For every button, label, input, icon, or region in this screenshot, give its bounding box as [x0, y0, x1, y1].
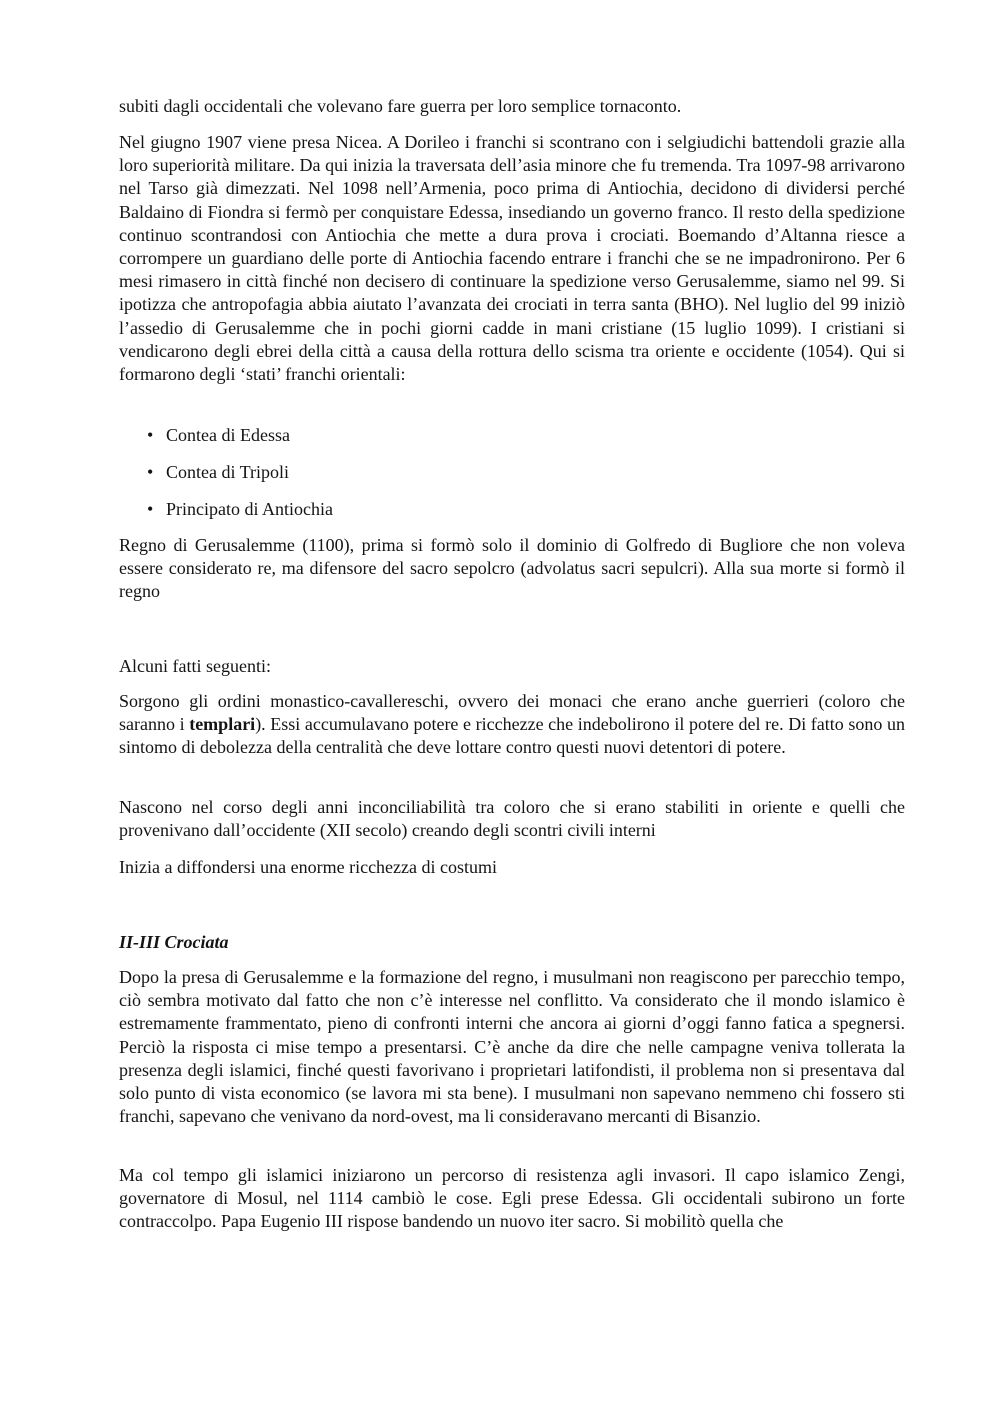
paragraph-muslim-reaction: Dopo la presa di Gerusalemme e la formazione del regno, i musulmani non reagiscono per parecchio tempo, ciò sembra motivato dal fatto che non c’è interesse nel conflitto. Va considerato che il mondo islamico è estremamente frammentato, pieno di confronti interni che ancora ai giorni d’oggi fanno fatica a spegnersi. Perciò la risposta ci mise tempo a presentarsi. C’è anche da dire che nelle campagne veniva tollerata la presenza degli islamici, finché questi favorivano i proprietari latifondisti, il problema non si presentava dal solo punto di vista economico (se lavora mi sta bene). I musulmani non sapevano nemmeno chi fossero sti franchi, sapevano che venivano da nord-ovest, ma li consideravano mercanti di Bisanzio.	[119, 967, 905, 1127]
text-span: ). Essi accumulavano potere e ricchezze che indebolirono il potere del re. Di fatto sono un sintomo di debolezza della centralità che deve lottare contro questi nuovi detentori di potere.	[119, 714, 906, 758]
list-item-text: Contea di Tripoli	[166, 462, 290, 482]
bullet-icon: •	[147, 462, 154, 482]
list-item	[119, 498, 905, 535]
bullet-icon: •	[147, 425, 154, 445]
list-item-text: Principato di Antiochia	[166, 499, 333, 519]
paragraph-kingdom-jerusalem: Regno di Gerusalemme (1100), prima si formò solo il dominio di Golfredo di Bugliore che non voleva essere considerato re, ma difensore del sacro sepolcro (advolatus sacri sepulcri). Alla sua morte si formò il regno	[119, 535, 905, 602]
paragraph-military-orders	[119, 690, 905, 760]
list-item	[119, 461, 905, 498]
bullet-icon: •	[147, 499, 154, 519]
franchi-states-list	[119, 424, 905, 535]
list-item	[119, 424, 905, 461]
paragraph-customs: Inizia a diffondersi una enorme ricchezza di costumi	[119, 857, 498, 877]
paragraph-continuation: subiti dagli occidentali che volevano fare guerra per loro semplice tornaconto.	[119, 96, 682, 116]
templari-bold-text: templari	[189, 714, 256, 735]
section-heading: II-III Crociata	[119, 932, 229, 952]
paragraph-first-crusade: Nel giugno 1907 viene presa Nicea. A Dorileo i franchi si scontrano con i selgiudichi battendoli grazie alla loro superiorità militare. Da qui inizia la traversata dell’asia minore che fu tremenda. Tra 1097-98 arrivarono nel Tarso già dimezzati. Nel 1098 nell’Armenia, poco prima di Antiochia, decidono di dividersi perché Baldaino di Fiondra si fermò per conquistare Edessa, insediando un governo franco. Il resto della spedizione continuo scontrandosi con Antiochia che mette a dura prova i crociati. Boemando d’Altanna riesce a corrompere un guardiano delle porte di Antiochia facendo entrare i franchi che se ne impadronirono. Per 6 mesi rimasero in città finché non decisero di continuare la spedizione verso Gerusalemme, siamo nel 99. Si ipotizza che antropofagia abbia aiutato l’avanzata dei crociati in terra santa (BHO). Nel luglio del 99 iniziò l’assedio di Gerusalemme che in pochi giorni cadde in mani cristiane (15 luglio 1099). I cristiani si vendicarono degli ebrei della città a causa della rottura dello scisma tra oriente e occidente (1054). Qui si formarono degli ‘stati’ franchi orientali:	[119, 132, 905, 385]
text-span: Sorgono gli ordini monastico-cavallereschi, ovvero dei monaci che erano anche guerrieri (coloro che saranno i	[119, 691, 905, 735]
list-item-text: Contea di Edessa	[166, 425, 290, 445]
paragraph-irreconcilability: Nascono nel corso degli anni inconciliabilità tra coloro che si erano stabiliti in oriente e quelli che provenivano dall’occidente (XII secolo) creando degli scontri civili interni	[119, 797, 905, 841]
paragraph-following-facts-intro: Alcuni fatti seguenti:	[119, 656, 271, 676]
paragraph-resistance: Ma col tempo gli islamici iniziarono un percorso di resistenza agli invasori. Il capo islamico Zengi, governatore di Mosul, nel 1114 cambiò le cose. Egli prese Edessa. Gli occidentali subirono un forte contraccolpo. Papa Eugenio III rispose bandendo un nuovo iter sacro. Si mobilitò quella che	[119, 1165, 905, 1232]
